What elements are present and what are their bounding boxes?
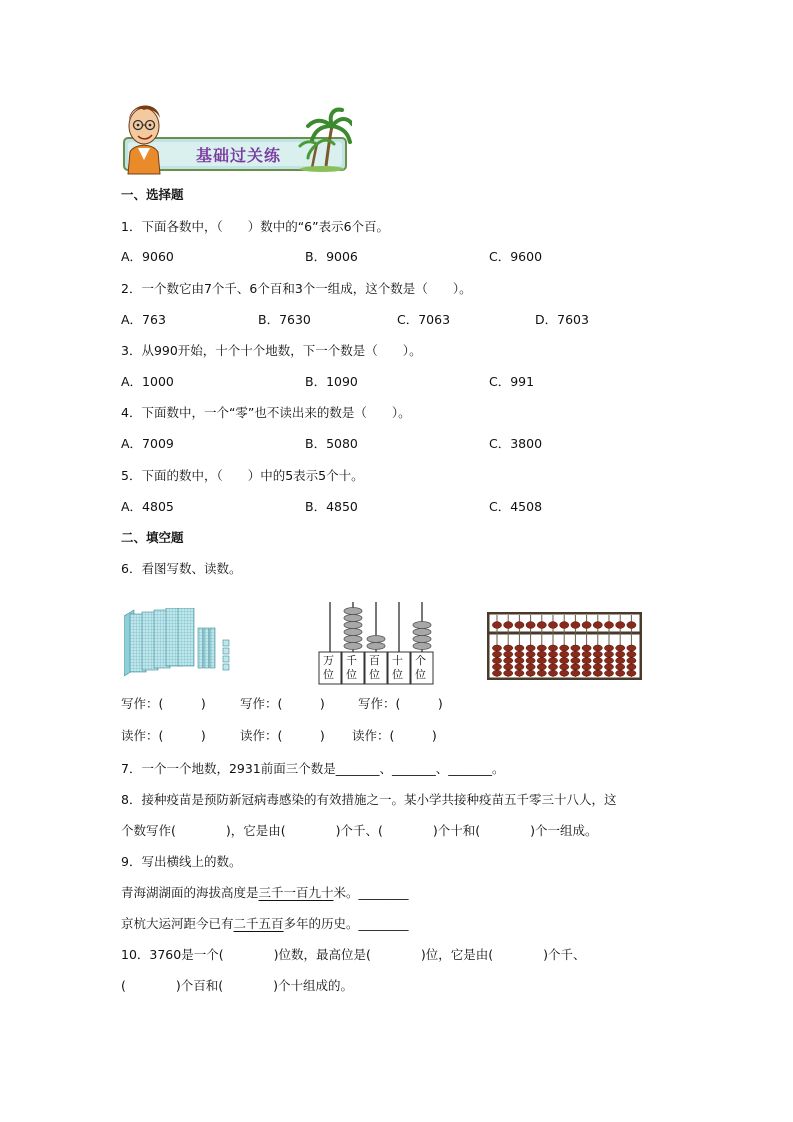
question-8-line-2: 个数写作( )，它是由( )个千、( )个十和( )个一组成。 bbox=[121, 823, 598, 838]
q2-option-c: C．7063 bbox=[397, 312, 451, 327]
abacus-upper-bead bbox=[560, 622, 569, 629]
q3-option-a: A．1000 bbox=[121, 374, 174, 389]
hundred-flats bbox=[198, 628, 215, 668]
abacus-figure bbox=[487, 612, 642, 680]
q2-option-b: B．7630 bbox=[258, 312, 311, 327]
place-label-shi: 十 bbox=[392, 654, 403, 667]
q6-read-3: 读作：( ) bbox=[352, 728, 437, 743]
q6-read-1: 读作：( ) bbox=[121, 728, 206, 743]
abacus-lower-bead bbox=[604, 651, 613, 657]
abacus-upper-bead bbox=[571, 622, 580, 629]
base-ten-blocks-figure bbox=[124, 608, 244, 680]
q1-option-c: C．9600 bbox=[489, 249, 543, 264]
abacus-lower-bead bbox=[492, 670, 501, 676]
abacus-upper-bead bbox=[526, 622, 535, 629]
abacus-lower-bead bbox=[548, 664, 557, 670]
abacus-lower-bead bbox=[616, 645, 625, 651]
q9-l2-suffix: 多年的历史。________ bbox=[283, 916, 409, 931]
abacus-lower-bead bbox=[627, 658, 636, 664]
place-label-wan-wei: 位 bbox=[323, 668, 334, 681]
question-4: 4．下面数中，一个“零”也不读出来的数是（ ）。 bbox=[121, 405, 411, 420]
question-9: 9．写出横线上的数。 bbox=[121, 854, 242, 869]
banner-title: 基础过关练 bbox=[196, 146, 282, 165]
abacus-lower-bead bbox=[604, 658, 613, 664]
q9-l1-prefix: 青海湖湖面的海拔高度是 bbox=[121, 885, 259, 900]
abacus-upper-bead bbox=[515, 622, 524, 629]
abacus-lower-bead bbox=[604, 670, 613, 676]
abacus-lower-bead bbox=[560, 658, 569, 664]
abacus-upper-bead bbox=[616, 622, 625, 629]
abacus-lower-bead bbox=[627, 651, 636, 657]
abacus-lower-bead bbox=[548, 651, 557, 657]
abacus-upper-bead bbox=[537, 622, 546, 629]
abacus-lower-bead bbox=[582, 670, 591, 676]
abacus-lower-bead bbox=[593, 651, 602, 657]
question-9-line-1 bbox=[121, 885, 409, 901]
q6-read-2: 读作：( ) bbox=[240, 728, 325, 743]
abacus-upper-bead bbox=[604, 622, 613, 629]
place-label-ge: 个 bbox=[415, 654, 426, 667]
question-3: 3．从990开始，十个十个地数，下一个数是（ ）。 bbox=[121, 343, 422, 358]
q9-l2-prefix: 京杭大运河距今已有 bbox=[121, 916, 234, 931]
abacus-lower-bead bbox=[627, 670, 636, 676]
question-7: 7．一个一个地数，2931前面三个数是_______、_______、_______。 bbox=[121, 761, 505, 776]
abacus-lower-bead bbox=[571, 664, 580, 670]
abacus-upper-bead bbox=[548, 622, 557, 629]
q4-option-c: C．3800 bbox=[489, 436, 543, 451]
abacus-lower-bead bbox=[582, 651, 591, 657]
q3-option-b: B．1090 bbox=[305, 374, 358, 389]
question-2: 2．一个数它由7个千、6个百和3个一组成，这个数是（ ）。 bbox=[121, 281, 472, 296]
abacus-lower-bead bbox=[526, 645, 535, 651]
question-8-line-1: 8．接种疫苗是预防新冠病毒感染的有效措施之一。某小学共接种疫苗五千零三十八人，这 bbox=[121, 792, 617, 807]
q9-l2-underlined: 二千五百 bbox=[233, 916, 284, 931]
q5-option-a: A．4805 bbox=[121, 499, 174, 514]
q5-option-c: C．4508 bbox=[489, 499, 543, 514]
q9-l1-underlined: 三千一百九十 bbox=[258, 885, 334, 900]
place-label-shi-wei: 位 bbox=[392, 668, 403, 681]
abacus-lower-bead bbox=[616, 658, 625, 664]
abacus-lower-bead bbox=[515, 658, 524, 664]
abacus-lower-bead bbox=[537, 645, 546, 651]
abacus-upper-bead bbox=[593, 622, 602, 629]
abacus-lower-bead bbox=[616, 670, 625, 676]
abacus-lower-bead bbox=[548, 645, 557, 651]
abacus-lower-bead bbox=[560, 664, 569, 670]
abacus-lower-bead bbox=[515, 664, 524, 670]
abacus-upper-bead bbox=[492, 622, 501, 629]
abacus-lower-bead bbox=[537, 670, 546, 676]
q1-option-a: A．9060 bbox=[121, 249, 174, 264]
q1-option-b: B．9006 bbox=[305, 249, 358, 264]
abacus-lower-bead bbox=[504, 651, 513, 657]
question-10-line-1: 10．3760是一个( )位数，最高位是( )位，它是由( )个千、 bbox=[121, 947, 586, 962]
abacus-lower-bead bbox=[492, 651, 501, 657]
abacus-lower-bead bbox=[504, 664, 513, 670]
question-9-line-2 bbox=[121, 916, 409, 932]
q4-option-a: A．7009 bbox=[121, 436, 174, 451]
q6-write-1: 写作：( ) bbox=[121, 696, 206, 711]
abacus-lower-bead bbox=[571, 645, 580, 651]
abacus-lower-bead bbox=[526, 670, 535, 676]
abacus-lower-bead bbox=[537, 664, 546, 670]
abacus-lower-bead bbox=[537, 658, 546, 664]
abacus-lower-bead bbox=[492, 645, 501, 651]
q9-l1-suffix: 米。________ bbox=[333, 885, 409, 900]
place-label-bai-wei: 位 bbox=[369, 668, 380, 681]
abacus-upper-bead bbox=[627, 622, 636, 629]
question-1: 1．下面各数中，（ ）数中的“6”表示6个百。 bbox=[121, 219, 390, 234]
q5-option-b: B．4850 bbox=[305, 499, 358, 514]
abacus-lower-bead bbox=[593, 670, 602, 676]
abacus-lower-bead bbox=[582, 645, 591, 651]
abacus-upper-bead bbox=[582, 622, 591, 629]
abacus-lower-bead bbox=[582, 658, 591, 664]
abacus-lower-bead bbox=[526, 658, 535, 664]
place-label-bai: 百 bbox=[369, 654, 380, 667]
place-label-wan: 万 bbox=[323, 654, 334, 667]
question-10-line-2: ( )个百和( )个十组成的。 bbox=[121, 978, 354, 993]
abacus-lower-bead bbox=[548, 670, 557, 676]
q6-write-3: 写作：( ) bbox=[358, 696, 443, 711]
abacus-lower-bead bbox=[604, 645, 613, 651]
q6-write-2: 写作：( ) bbox=[240, 696, 325, 711]
abacus-lower-bead bbox=[504, 645, 513, 651]
section-title-fill: 二、填空题 bbox=[121, 530, 184, 545]
abacus-lower-bead bbox=[560, 645, 569, 651]
q2-option-a: A．763 bbox=[121, 312, 166, 327]
abacus-lower-bead bbox=[504, 658, 513, 664]
abacus-lower-bead bbox=[515, 645, 524, 651]
abacus-lower-bead bbox=[560, 651, 569, 657]
abacus-lower-bead bbox=[627, 645, 636, 651]
abacus-lower-bead bbox=[616, 664, 625, 670]
ten-rods bbox=[223, 640, 229, 670]
place-label-qian: 千 bbox=[346, 654, 357, 667]
abacus-lower-bead bbox=[537, 651, 546, 657]
abacus-lower-bead bbox=[560, 670, 569, 676]
thousand-cubes bbox=[124, 608, 194, 676]
abacus-lower-bead bbox=[515, 670, 524, 676]
abacus-lower-bead bbox=[593, 664, 602, 670]
abacus-lower-bead bbox=[593, 645, 602, 651]
place-label-qian-wei: 位 bbox=[346, 668, 357, 681]
abacus-upper-bead bbox=[504, 622, 513, 629]
q3-option-c: C．991 bbox=[489, 374, 535, 389]
abacus-lower-bead bbox=[582, 664, 591, 670]
abacus-lower-bead bbox=[492, 664, 501, 670]
abacus-lower-bead bbox=[604, 664, 613, 670]
abacus-lower-bead bbox=[515, 651, 524, 657]
abacus-lower-bead bbox=[548, 658, 557, 664]
abacus-lower-bead bbox=[616, 651, 625, 657]
abacus-lower-bead bbox=[492, 658, 501, 664]
abacus-lower-bead bbox=[571, 651, 580, 657]
abacus-lower-bead bbox=[627, 664, 636, 670]
q2-option-d: D．7603 bbox=[535, 312, 589, 327]
q4-option-b: B．5080 bbox=[305, 436, 358, 451]
question-5: 5．下面的数中，（ ）中的5表示5个十。 bbox=[121, 468, 364, 483]
abacus-lower-bead bbox=[571, 658, 580, 664]
section-title-choice: 一、选择题 bbox=[121, 187, 184, 202]
question-6: 6．看图写数、读数。 bbox=[121, 561, 242, 576]
abacus-lower-bead bbox=[571, 670, 580, 676]
abacus-lower-bead bbox=[593, 658, 602, 664]
place-label-ge-wei: 位 bbox=[415, 668, 426, 681]
abacus-lower-bead bbox=[526, 664, 535, 670]
abacus-lower-bead bbox=[526, 651, 535, 657]
abacus-lower-bead bbox=[504, 670, 513, 676]
